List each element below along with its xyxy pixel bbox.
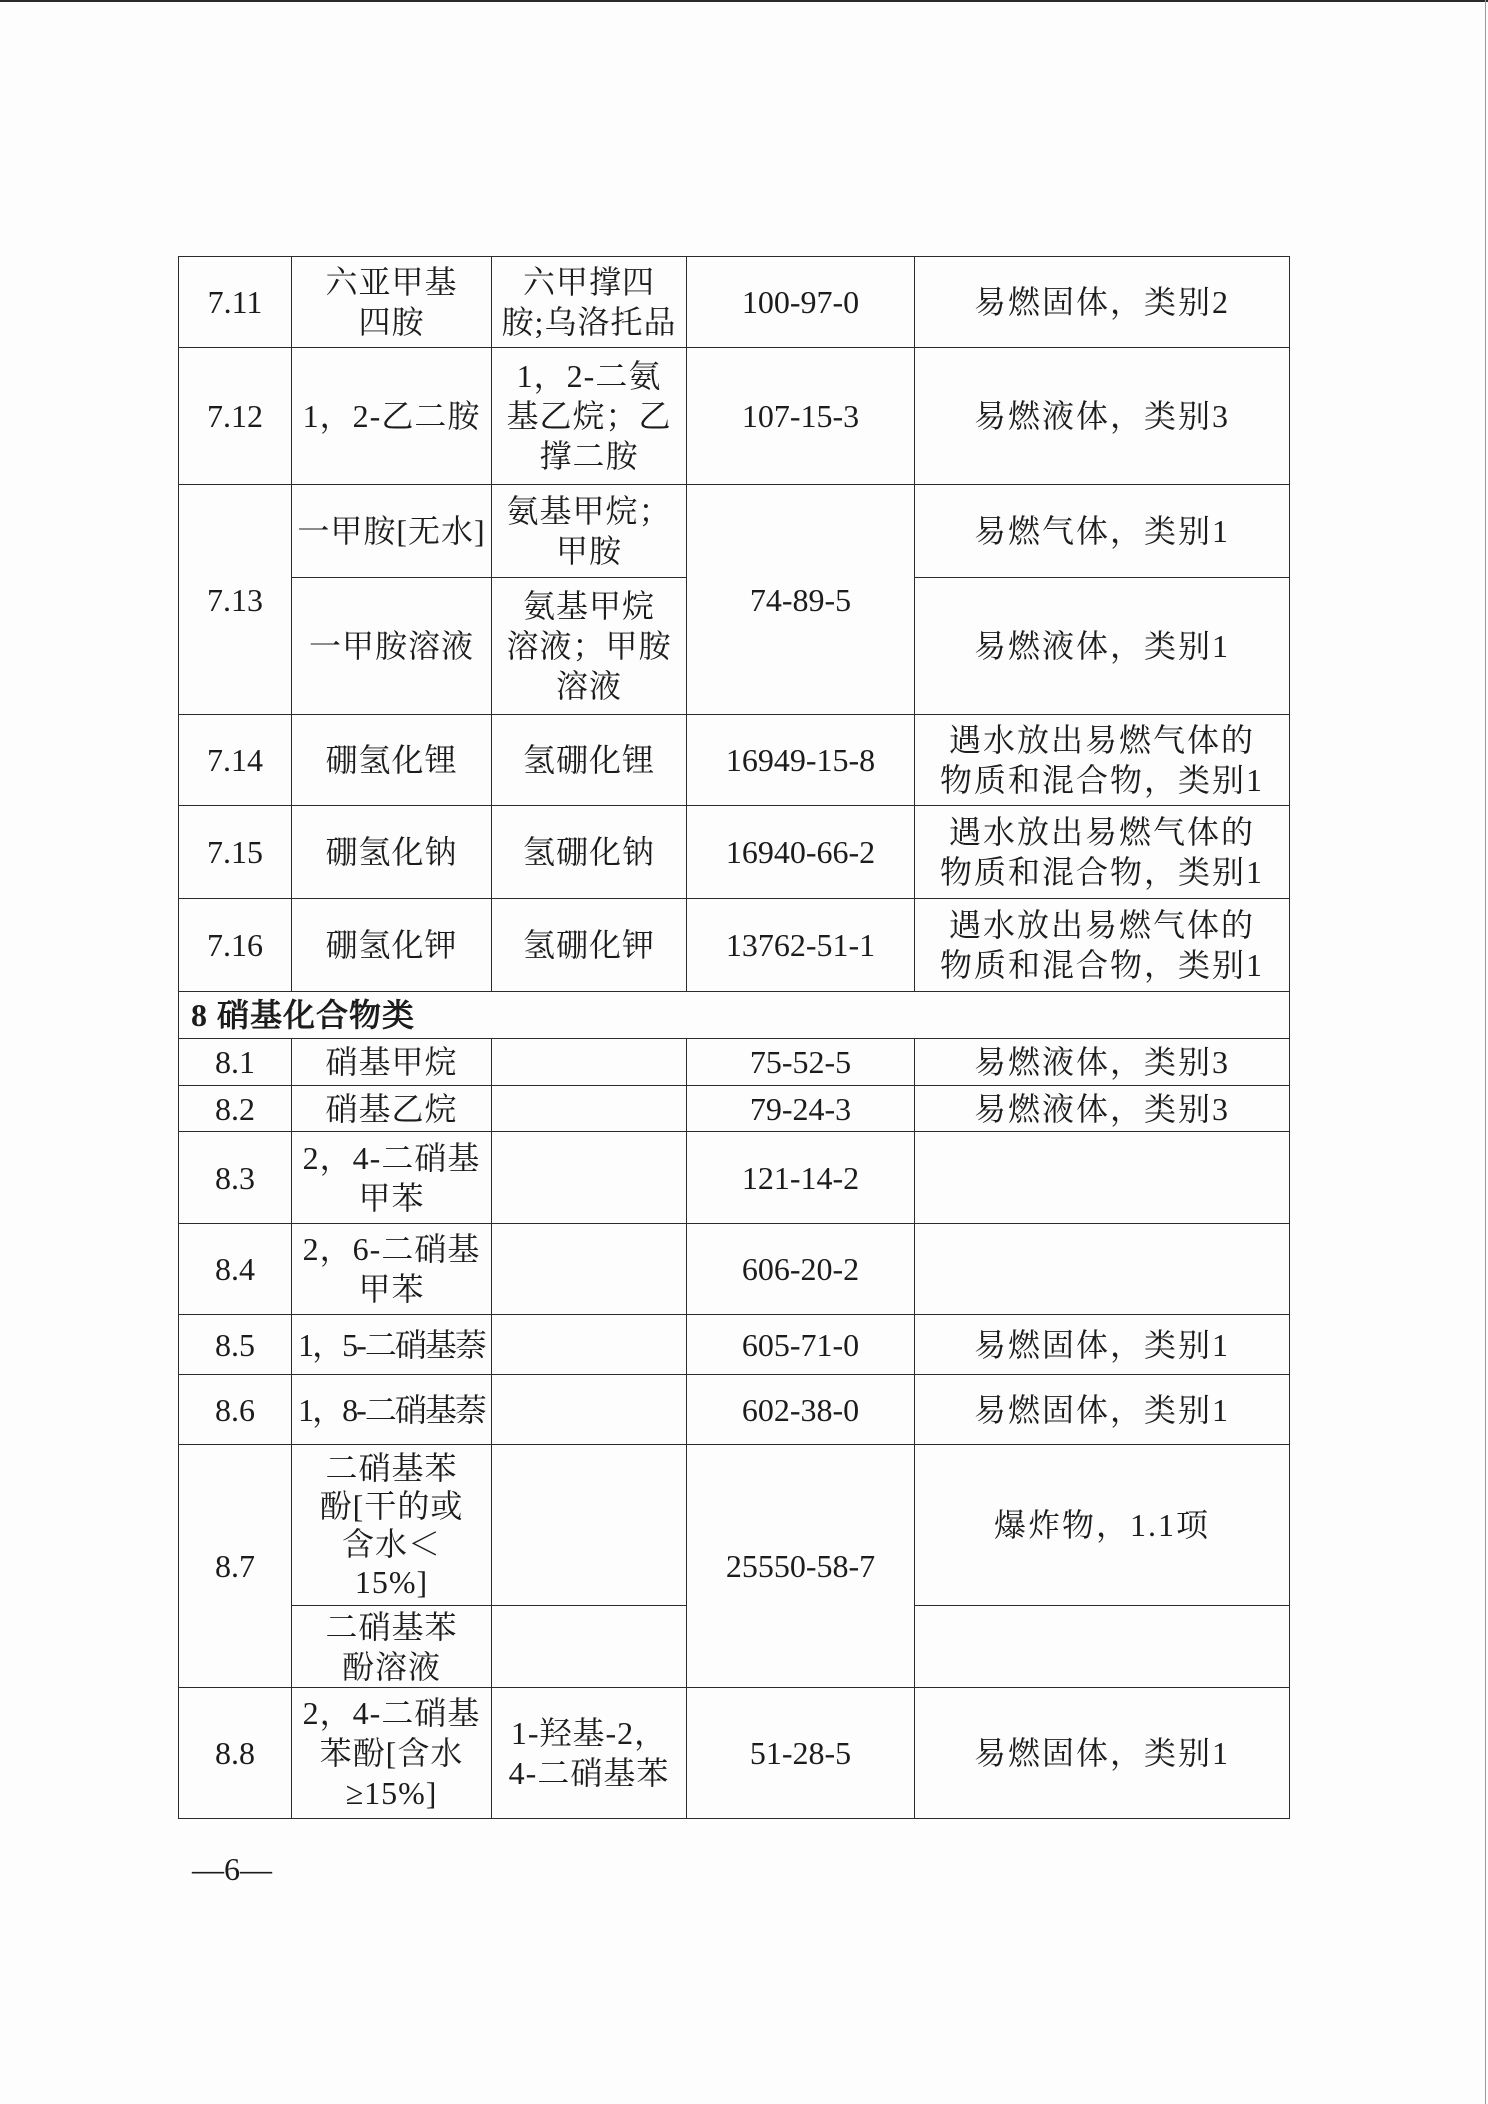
table-row (179, 1445, 1290, 1606)
page-number: —6— (192, 1851, 272, 1887)
table-row (179, 1039, 1290, 1086)
cell-empty (492, 1132, 687, 1224)
cas-number: 100-97-0 (687, 257, 915, 348)
chemical-alias: 氨基甲烷； 甲胺 (492, 485, 687, 578)
chemical-name: 硝基甲烷 (292, 1039, 492, 1086)
hazard-class: 易燃液体，类别3 (915, 1086, 1290, 1132)
cell-empty (492, 1606, 687, 1688)
hazard-class: 爆炸物，1.1项 (915, 1445, 1290, 1606)
hazard-class: 易燃液体，类别3 (915, 348, 1290, 485)
cell-empty (915, 1224, 1290, 1315)
item-number: 7.11 (179, 257, 292, 348)
chemical-name: 2，4-二硝基 甲苯 (292, 1132, 492, 1224)
cell-empty (492, 1039, 687, 1086)
cas-number: 79-24-3 (687, 1086, 915, 1132)
table-row (179, 1086, 1290, 1132)
item-number: 8.1 (179, 1039, 292, 1086)
hazard-class: 遇水放出易燃气体的 物质和混合物，类别1 (915, 899, 1290, 992)
hazard-class: 遇水放出易燃气体的 物质和混合物，类别1 (915, 715, 1290, 806)
section-title: 8 硝基化合物类 (179, 992, 1290, 1039)
cas-number: 25550-58-7 (687, 1445, 915, 1688)
chemical-name: 一甲胺[无水] (292, 485, 492, 578)
cas-number: 602-38-0 (687, 1375, 915, 1445)
chemical-alias: 氢硼化钾 (492, 899, 687, 992)
chemical-name: 硼氢化锂 (292, 715, 492, 806)
item-number: 8.4 (179, 1224, 292, 1315)
table-row (179, 899, 1290, 992)
hazard-class: 易燃气体，类别1 (915, 485, 1290, 578)
table-row (179, 715, 1290, 806)
chemical-name: 硼氢化钠 (292, 806, 492, 899)
scan-edge-right (1485, 0, 1486, 2104)
cell-empty (492, 1224, 687, 1315)
cell-empty (492, 1086, 687, 1132)
chemical-name: 1，5-二硝基萘 (292, 1315, 492, 1375)
cell-empty (492, 1445, 687, 1606)
cas-number: 107-15-3 (687, 348, 915, 485)
item-number: 7.16 (179, 899, 292, 992)
item-number: 8.3 (179, 1132, 292, 1224)
chemical-alias: 六甲撑四 胺;乌洛托品 (492, 257, 687, 348)
hazard-class: 易燃液体，类别3 (915, 1039, 1290, 1086)
scan-edge-top (0, 0, 1488, 2)
chemical-name: 一甲胺溶液 (292, 578, 492, 715)
chemical-name: 硝基乙烷 (292, 1086, 492, 1132)
item-number: 7.15 (179, 806, 292, 899)
cell-empty (915, 1606, 1290, 1688)
hazard-class: 易燃固体，类别2 (915, 257, 1290, 348)
cas-number: 121-14-2 (687, 1132, 915, 1224)
hazard-class: 遇水放出易燃气体的 物质和混合物，类别1 (915, 806, 1290, 899)
cas-number: 13762-51-1 (687, 899, 915, 992)
cell-empty (492, 1315, 687, 1375)
chemical-alias: 氢硼化钠 (492, 806, 687, 899)
chemical-alias: 1-羟基-2， 4-二硝基苯 (492, 1688, 687, 1819)
cas-number: 16940-66-2 (687, 806, 915, 899)
chemical-name: 二硝基苯 酚溶液 (292, 1606, 492, 1688)
chemical-name: 硼氢化钾 (292, 899, 492, 992)
item-number: 8.8 (179, 1688, 292, 1819)
item-number: 8.6 (179, 1375, 292, 1445)
chemical-name: 2，4-二硝基 苯酚[含水 ≥15%] (292, 1688, 492, 1819)
item-number: 7.14 (179, 715, 292, 806)
chemical-name: 1，8-二硝基萘 (292, 1375, 492, 1445)
item-number: 8.7 (179, 1445, 292, 1688)
item-number: 7.12 (179, 348, 292, 485)
hazard-class: 易燃液体，类别1 (915, 578, 1290, 715)
hazard-class: 易燃固体，类别1 (915, 1688, 1290, 1819)
cas-number: 75-52-5 (687, 1039, 915, 1086)
item-number: 8.2 (179, 1086, 292, 1132)
cell-empty (492, 1375, 687, 1445)
cas-number: 605-71-0 (687, 1315, 915, 1375)
chemical-name: 2，6-二硝基 甲苯 (292, 1224, 492, 1315)
cas-number: 16949-15-8 (687, 715, 915, 806)
hazard-class: 易燃固体，类别1 (915, 1315, 1290, 1375)
item-number: 8.5 (179, 1315, 292, 1375)
table-row (179, 1315, 1290, 1375)
table-row (179, 1375, 1290, 1445)
chemical-alias: 氢硼化锂 (492, 715, 687, 806)
table-row (179, 1132, 1290, 1224)
chemical-alias: 1，2-二氨 基乙烷；乙 撑二胺 (492, 348, 687, 485)
table-row (179, 485, 1290, 578)
chemical-name: 六亚甲基 四胺 (292, 257, 492, 348)
chemical-name: 二硝基苯 酚[干的或 含水＜ 15%] (292, 1445, 492, 1606)
hazard-class: 易燃固体，类别1 (915, 1375, 1290, 1445)
chemical-name: 1，2-乙二胺 (292, 348, 492, 485)
item-number: 7.13 (179, 485, 292, 715)
cas-number: 606-20-2 (687, 1224, 915, 1315)
hazardous-chemicals-table (178, 256, 1290, 1819)
section-header-row (179, 992, 1290, 1039)
table-row (179, 806, 1290, 899)
table-row (179, 1224, 1290, 1315)
table-row (179, 257, 1290, 348)
chemical-alias: 氨基甲烷 溶液；甲胺 溶液 (492, 578, 687, 715)
table-row (179, 348, 1290, 485)
table-row (179, 1688, 1290, 1819)
cas-number: 51-28-5 (687, 1688, 915, 1819)
cas-number: 74-89-5 (687, 485, 915, 715)
cell-empty (915, 1132, 1290, 1224)
